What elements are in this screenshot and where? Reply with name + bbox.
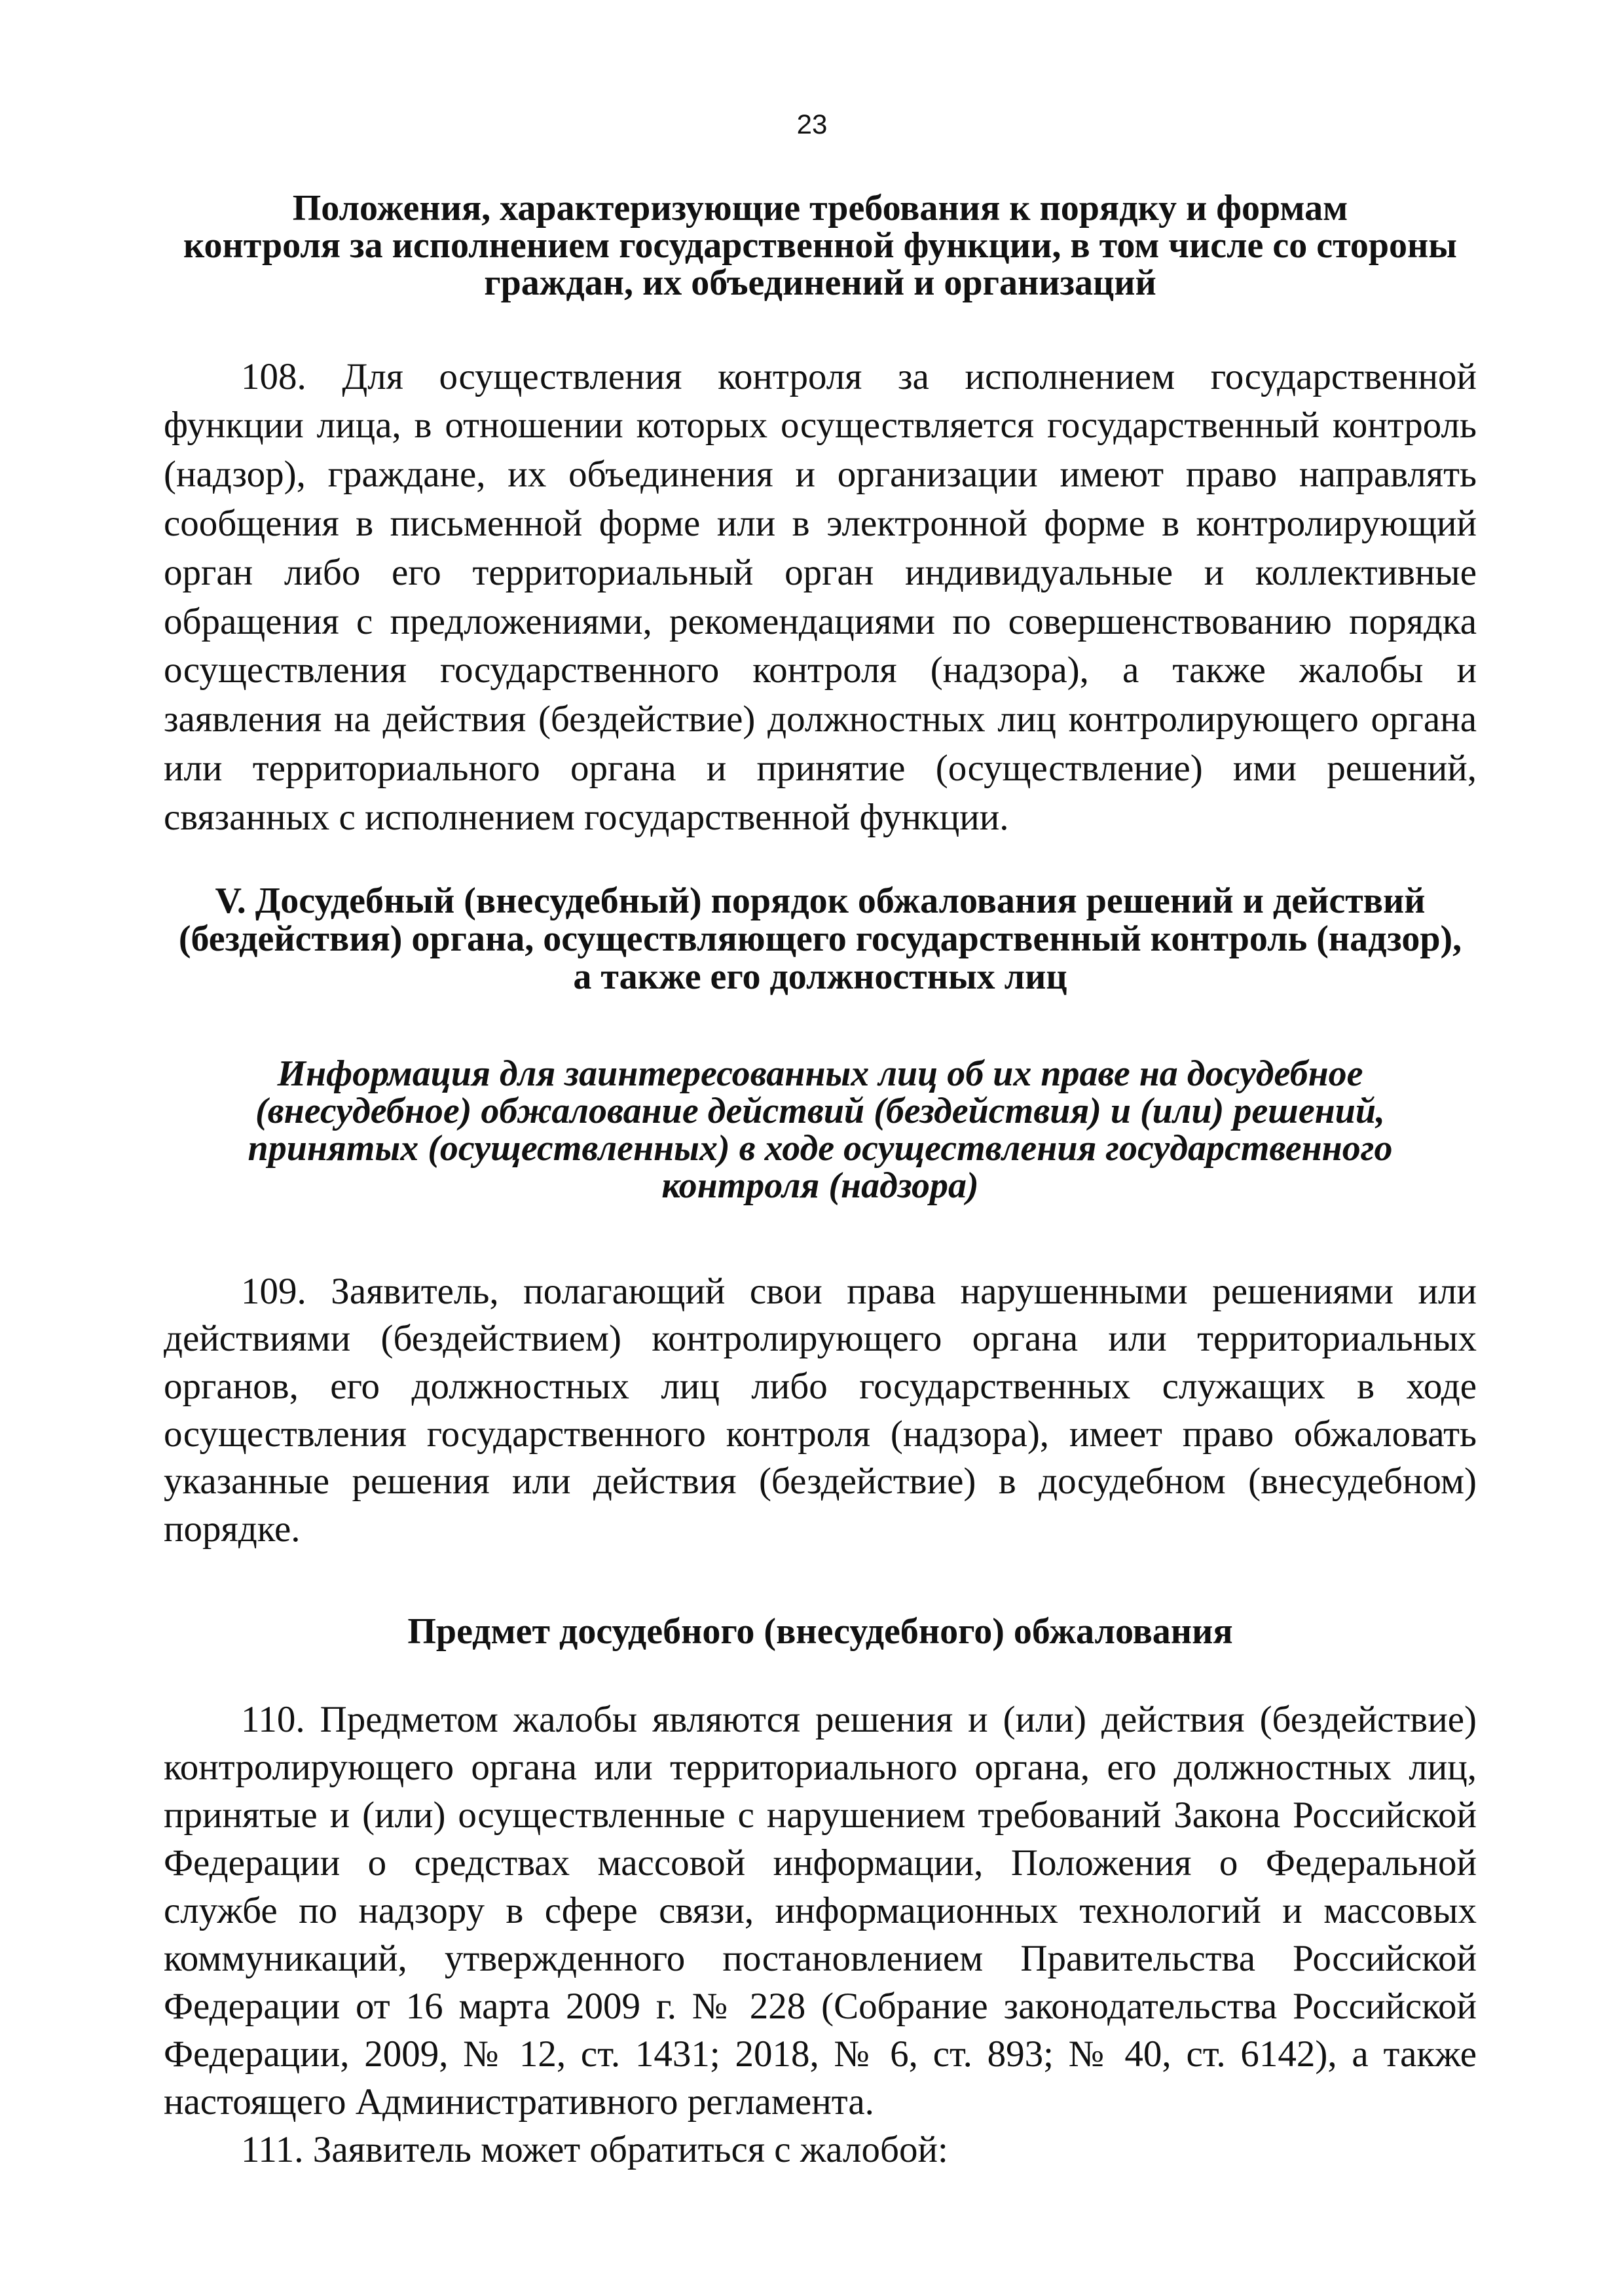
text-line: сообщения в письменной форме или в электронной форме в контролирующий (164, 503, 1477, 544)
text-line: осуществления государственного контроля (надзора), а также жалобы и (164, 649, 1477, 691)
text-line: органов, его должностных лиц либо государственных служащих в ходе (164, 1365, 1477, 1407)
text-line: 109. Заявитель, полагающий свои права нарушенными решениями или (241, 1270, 1477, 1312)
text-line: 110. Предметом жалобы являются решения и (или) действия (бездействие) (241, 1698, 1477, 1740)
text-line: указанные решения или действия (бездействие) в досудебном (внесудебном) (164, 1461, 1477, 1503)
text-line: орган либо его территориальный орган индивидуальные и коллективные (164, 551, 1477, 593)
text-line: функции лица, в отношении которых осуществляется государственный контроль (164, 405, 1477, 446)
text-line: коммуникаций, утвержденного постановлением Правительства Российской (164, 1937, 1477, 1979)
text-line: Федерации о средствах массовой информации, Положения о Федеральной (164, 1842, 1477, 1884)
text-line: действиями (бездействием) контролирующего органа или территориальных (164, 1318, 1477, 1360)
text-line: 108. Для осуществления контроля за исполнением государственной (241, 355, 1477, 397)
text-line: связанных с исполнением государственной функции. (164, 796, 1009, 838)
heading-line: контроля за исполнением государственной функции, в том числе со стороны (183, 225, 1458, 266)
heading-line: Предмет досудебного (внесудебного) обжалования (407, 1611, 1233, 1652)
heading-line: а также его должностных лиц (573, 957, 1067, 997)
heading-line: V. Досудебный (внесудебный) порядок обжалования решений и действий (215, 881, 1426, 921)
text-line: обращения с предложениями, рекомендациями по совершенствованию порядка (164, 600, 1477, 642)
text-line: или территориального органа и принятие (осуществление) ими решений, (164, 748, 1477, 789)
text-line: (надзор), граждане, их объединения и организации имеют право направлять (164, 454, 1477, 496)
text-line: контролирующего органа или территориального органа, его должностных лиц, (164, 1746, 1477, 1788)
text-line: 111. Заявитель может обратиться с жалобой: (241, 2128, 948, 2170)
text-line: принятые и (или) осуществленные с нарушением требований Закона Российской (164, 1794, 1477, 1836)
heading-line: (внесудебное) обжалование действий (бездействия) и (или) решений, (255, 1090, 1386, 1131)
heading-line: (бездействия) органа, осуществляющего государственный контроль (надзор), (178, 919, 1462, 959)
heading-line: контроля (надзора) (661, 1165, 979, 1206)
text-line: службе по надзору в сфере связи, информационных технологий и массовых (164, 1889, 1477, 1931)
text-line: настоящего Административного регламента. (164, 2081, 874, 2123)
text-line: Федерации от 16 марта 2009 г. № 228 (Собрание законодательства Российской (164, 1985, 1477, 2027)
heading-line: Информация для заинтересованных лиц об их праве на досудебное (277, 1053, 1363, 1094)
text-line: порядке. (164, 1508, 301, 1550)
text-line: осуществления государственного контроля (надзора), имеет право обжаловать (164, 1413, 1477, 1455)
heading-line: граждан, их объединений и организаций (484, 262, 1156, 303)
heading-line: принятых (осуществленных) в ходе осуществления государственного (248, 1127, 1393, 1169)
heading-line: Положения, характеризующие требования к порядку и формам (292, 187, 1348, 228)
page-number: 23 (796, 109, 828, 139)
text-line: заявления на действия (бездействие) должностных лиц контролирующего органа (164, 699, 1477, 740)
text-line: Федерации, 2009, № 12, ст. 1431; 2018, № 6, ст. 893; № 40, ст. 6142), а также (164, 2033, 1477, 2075)
